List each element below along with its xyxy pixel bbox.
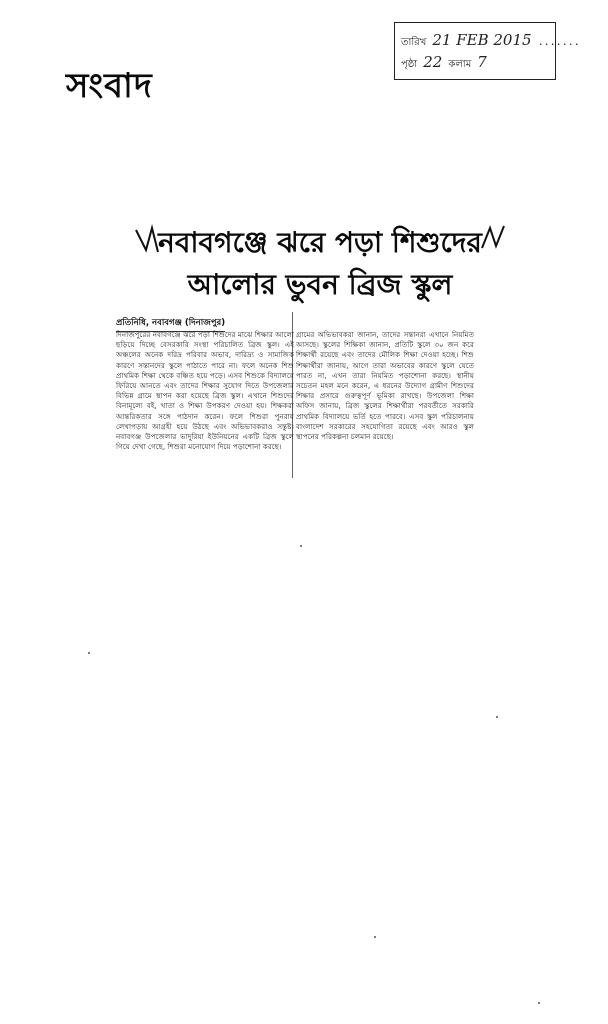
stamp-column-value: 7 — [477, 53, 487, 71]
stamp-page-label: পৃষ্ঠা — [401, 59, 418, 70]
stamp-column-label: কলাম — [448, 59, 472, 70]
scan-speck — [496, 716, 498, 718]
scan-speck — [538, 1002, 540, 1004]
article-paragraph-right: গ্রামের অভিভাবকরা জানান, তাদের সন্তানরা এখানে নিয়মিত আসছে। স্কুলের শিক্ষিকা জানান, প্রতিটি স্কুলে ৩০ জন করে শিক্ষার্থী রয়েছে এবং তাদের মৌলিক শিক্ষা দেওয়া হচ্ছে। শিশু শিক্ষার্থীরা জানায়, আগে তারা অভাবের কারণে স্কুলে যেতে পারত না, এখন তারা নিয়মিত পড়াশোনা করছে। স্থানীয় সচেতন মহল মনে করেন, এ ধরনের উদ্যোগ গ্রামীণ শিশুদের শিক্ষার প্রসারে গুরুত্বপূর্ণ ভূমিকা রাখছে। উপজেলা শিক্ষা অফিস জানায়, ব্রিজ স্কুলের শিক্ষার্থীরা পরবর্তীতে সরকারি প্রাথমিক বিদ্যালয়ে ভর্তি হতে পারবে। এসব স্কুল পরিচালনায় বাংলাদেশ সরকারের সহযোগিতা রয়েছে এবং আরও স্কুল স্থাপনের পরিকল্পনা চলমান রয়েছে। — [296, 330, 474, 442]
article-paragraph-left: দিনাজপুরের নবাবগঞ্জে ঝরে পড়া শিশুদের মাঝে শিক্ষার আলো ছড়িয়ে দিচ্ছে বেসরকারি সংস্থা পরিচালিত ব্রিজ স্কুল। এই অঞ্চলের অনেক দরিদ্র পরিবার অভাব, দারিদ্র্য ও সামাজিক কারণে সন্তানদের স্কুলে পাঠাতে পারে না। ফলে অনেক শিশু প্রাথমিক শিক্ষা থেকে বঞ্চিত হয়ে পড়ে। এসব শিশুকে বিদ্যালয়ে ফিরিয়ে আনতে এবং তাদের শিক্ষার সুযোগ দিতে উপজেলার বিভিন্ন গ্রামে স্থাপন করা হয়েছে ব্রিজ স্কুল। এখানে শিশুদের বিনামূল্যে বই, খাতা ও শিক্ষা উপকরণ দেওয়া হয়। শিক্ষকরা আন্তরিকতার সঙ্গে পাঠদান করেন। ফলে শিশুরা পুনরায় লেখাপড়ায় আগ্রহী হয়ে উঠছে এবং অভিভাবকরাও সন্তুষ্ট। নবাবগঞ্জ উপজেলার ভাদুরিয়া ইউনিয়নের একটি ব্রিজ স্কুলে গিয়ে দেখা গেছে, শিশুরা মনোযোগ দিয়ে পড়াশোনা করছে। — [116, 330, 294, 452]
stamp-page-value: 22 — [423, 53, 443, 71]
stamp-date-dots: ....... — [537, 37, 580, 48]
stamp-date-value: 21 FEB 2015 — [432, 31, 532, 49]
article-column-left — [116, 330, 294, 452]
scan-speck — [88, 652, 90, 654]
stamp-date-row — [401, 31, 580, 52]
stamp-date-label: তারিখ — [401, 37, 427, 48]
archive-date-stamp — [394, 22, 580, 80]
article-column-right — [296, 330, 474, 442]
stamp-page-row — [401, 53, 487, 74]
scan-speck — [374, 936, 376, 938]
headline-line-2: আলোর ভুবন ব্রিজ স্কুল — [187, 268, 453, 301]
scan-speck — [300, 545, 302, 547]
article-headline — [120, 222, 520, 306]
newspaper-masthead: সংবাদ — [66, 66, 153, 106]
article-byline: প্রতিনিধি, নবাবগঞ্জ (দিনাজপুর) — [116, 316, 225, 332]
headline-line-1: নবাবগঞ্জে ঝরে পড়া শিশুদের — [158, 226, 482, 259]
